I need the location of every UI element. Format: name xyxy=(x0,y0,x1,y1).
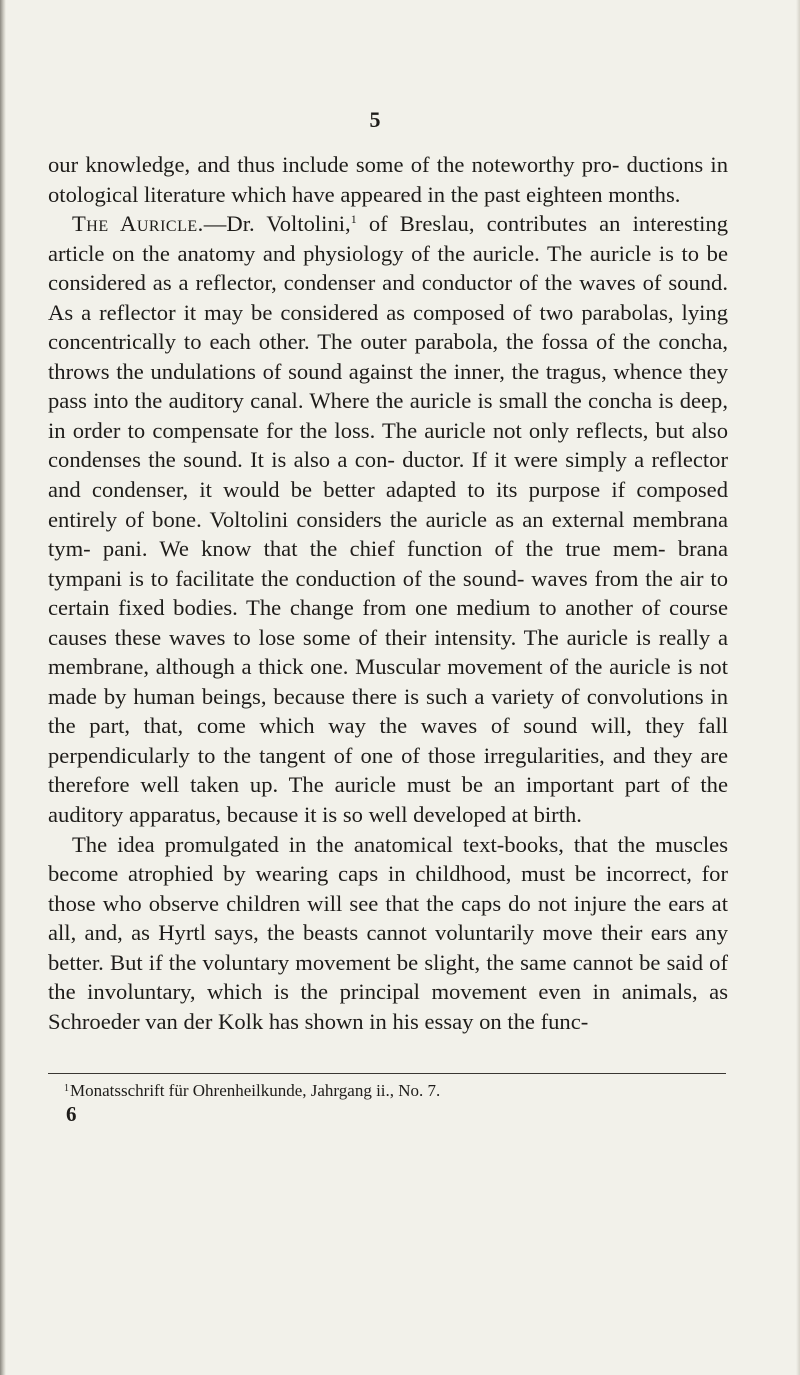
paragraph-auricle-body: of Breslau, contributes an interesting article on the anatomy and physiology of the auricle. The auricle is to be considered as a reflector, condenser and conductor of the waves of sound. As a reflector it may be considered as composed of two parabolas, lying concentrically to each other. The outer parabola, the fossa of the concha, throws the undulations of sound against the inner, the tragus, whence they pass into the auditory canal. Where the auricle is small the concha is deep, in order to compensate for the loss. The auricle not only reflects, but also condenses the sound. It is also a con- ductor. If it were simply a reflector and condenser, it would be better adapted to its purpose if composed entirely of bone. Voltolini considers the auricle as an external membrana tym- pani. We know that the chief function of the true mem- brana tympani is to facilitate the conduction of the sound- waves from the air to certain fixed bodies. The change from one medium to another of course causes these waves to lose some of their intensity. The auricle is really a membrane, although a thick one. Muscular movement of the auricle is not made by human beings, because there is such a variety of convolutions in the part, that, come which way the waves of sound will, they fall perpendicularly to the tangent of one of those irregularities, and they are therefore well taken up. The auricle must be an important part of the auditory apparatus, because it is so well developed at birth. xyxy=(48,211,728,828)
paragraph-3: The idea promulgated in the anatomical text-books, that the muscles become atrophied by wearing caps in childhood, must be incorrect, for those who observe children will see that the caps do not injure the ears at all, and, as Hyrtl says, the beasts cannot voluntarily move their ears any better. But if the voluntary movement be slight, the same cannot be said of the involuntary, which is the principal movement even in animals, as Schroeder van der Kolk has shown in his essay on the func- xyxy=(48,831,728,1034)
footnote-mark: 1 xyxy=(64,1083,69,1094)
footnote-reference: 1 xyxy=(350,212,357,227)
paragraph-1: our knowledge, and thus include some of the noteworthy pro- ductions in otological literature which have appeared in the past eighteen months. xyxy=(48,152,728,207)
page-edge-shadow-right xyxy=(796,0,800,1375)
paragraph-auricle xyxy=(48,209,728,829)
body-text xyxy=(48,150,728,1036)
footnote-divider xyxy=(48,1073,726,1074)
section-heading-auricle: The Auricle. xyxy=(72,211,204,237)
page-edge-shadow xyxy=(0,0,6,1375)
signature-mark: 6 xyxy=(66,1102,77,1126)
footnote-text: Monatsschrift für Ohrenheilkunde, Jahrgang ii., No. 7. xyxy=(70,1081,441,1100)
paragraph-auricle-intro: —Dr. Voltolini, xyxy=(203,211,351,237)
page-number: 5 xyxy=(369,107,381,132)
footnote xyxy=(64,1078,724,1102)
